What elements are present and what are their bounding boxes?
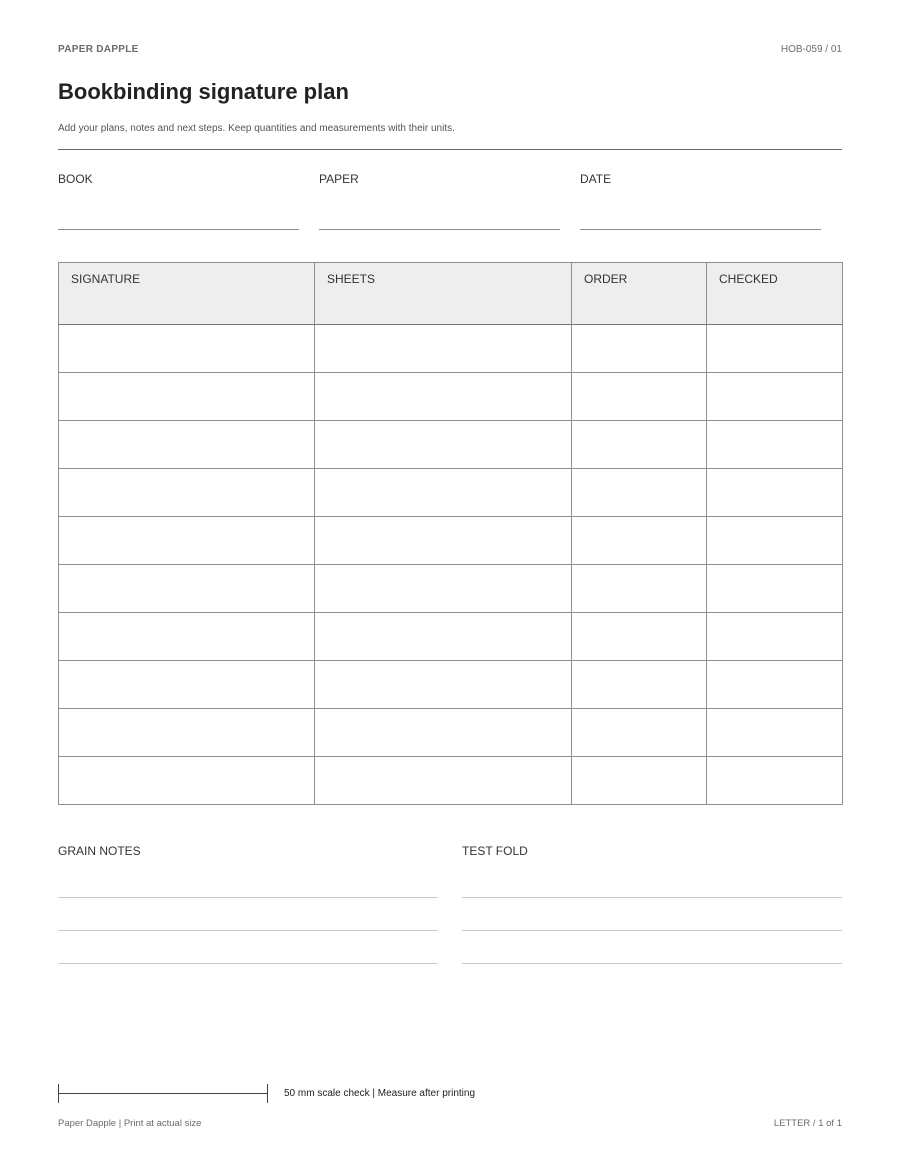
brand-label: PAPER DAPPLE	[58, 44, 139, 55]
date-field-label: DATE	[580, 172, 612, 186]
grain-notes-label: GRAIN NOTES	[58, 844, 141, 858]
cell-signature[interactable]	[59, 325, 315, 373]
cell-sheets[interactable]	[315, 709, 572, 757]
signature-table	[58, 262, 843, 805]
cell-signature[interactable]	[59, 661, 315, 709]
footer-left-text: Paper Dapple | Print at actual size	[58, 1118, 202, 1129]
grain-notes-line[interactable]	[58, 963, 438, 964]
table-row	[59, 613, 843, 661]
cell-sheets[interactable]	[315, 373, 572, 421]
test-fold-line[interactable]	[462, 897, 842, 898]
column-header-checked: CHECKED	[707, 263, 843, 325]
cell-signature[interactable]	[59, 757, 315, 805]
column-header-signature: SIGNATURE	[59, 263, 315, 325]
scale-bar-line	[58, 1093, 268, 1094]
cell-signature[interactable]	[59, 709, 315, 757]
scale-bar-right-tick	[267, 1084, 268, 1103]
cell-order[interactable]	[572, 469, 707, 517]
paper-field-line[interactable]	[319, 229, 560, 230]
page-title: Bookbinding signature plan	[58, 79, 349, 104]
table-header-row	[59, 263, 843, 325]
cell-signature[interactable]	[59, 469, 315, 517]
cell-checked[interactable]	[707, 709, 843, 757]
test-fold-label: TEST FOLD	[462, 844, 528, 858]
table-row	[59, 565, 843, 613]
cell-order[interactable]	[572, 517, 707, 565]
cell-checked[interactable]	[707, 613, 843, 661]
cell-sheets[interactable]	[315, 325, 572, 373]
page-subtitle: Add your plans, notes and next steps. Keep quantities and measurements with their units.	[58, 123, 455, 134]
document-id: HOB-059 / 01	[780, 44, 842, 55]
header-divider	[58, 149, 842, 150]
column-header-order: ORDER	[572, 263, 707, 325]
table-row	[59, 709, 843, 757]
grain-notes-line[interactable]	[58, 897, 438, 898]
cell-checked[interactable]	[707, 565, 843, 613]
book-field-line[interactable]	[58, 229, 299, 230]
cell-order[interactable]	[572, 373, 707, 421]
book-field[interactable]	[58, 172, 299, 186]
book-field-label: BOOK	[58, 172, 93, 186]
table-row	[59, 469, 843, 517]
date-field[interactable]	[580, 172, 821, 186]
cell-signature[interactable]	[59, 421, 315, 469]
table-row	[59, 757, 843, 805]
cell-order[interactable]	[572, 661, 707, 709]
cell-signature[interactable]	[59, 613, 315, 661]
cell-signature[interactable]	[59, 565, 315, 613]
paper-field[interactable]	[319, 172, 560, 186]
cell-order[interactable]	[572, 325, 707, 373]
cell-signature[interactable]	[59, 373, 315, 421]
cell-checked[interactable]	[707, 469, 843, 517]
paper-field-label: PAPER	[319, 172, 359, 186]
cell-order[interactable]	[572, 709, 707, 757]
scale-check-text: 50 mm scale check | Measure after printing	[284, 1088, 476, 1099]
scale-bar	[58, 1084, 268, 1103]
table-row	[59, 325, 843, 373]
table-row	[59, 517, 843, 565]
test-fold-line[interactable]	[462, 930, 842, 931]
cell-sheets[interactable]	[315, 469, 572, 517]
date-field-line[interactable]	[580, 229, 821, 230]
cell-sheets[interactable]	[315, 613, 572, 661]
column-header-sheets: SHEETS	[315, 263, 572, 325]
cell-sheets[interactable]	[315, 517, 572, 565]
table-row	[59, 421, 843, 469]
cell-checked[interactable]	[707, 373, 843, 421]
cell-order[interactable]	[572, 613, 707, 661]
table-row	[59, 373, 843, 421]
cell-sheets[interactable]	[315, 421, 572, 469]
cell-checked[interactable]	[707, 517, 843, 565]
cell-checked[interactable]	[707, 421, 843, 469]
cell-checked[interactable]	[707, 325, 843, 373]
cell-sheets[interactable]	[315, 661, 572, 709]
cell-checked[interactable]	[707, 661, 843, 709]
grain-notes-line[interactable]	[58, 930, 438, 931]
cell-sheets[interactable]	[315, 757, 572, 805]
cell-sheets[interactable]	[315, 565, 572, 613]
cell-checked[interactable]	[707, 757, 843, 805]
cell-order[interactable]	[572, 757, 707, 805]
footer-page-info: LETTER / 1 of 1	[773, 1118, 842, 1129]
table-row	[59, 661, 843, 709]
test-fold-line[interactable]	[462, 963, 842, 964]
cell-signature[interactable]	[59, 517, 315, 565]
cell-order[interactable]	[572, 421, 707, 469]
cell-order[interactable]	[572, 565, 707, 613]
